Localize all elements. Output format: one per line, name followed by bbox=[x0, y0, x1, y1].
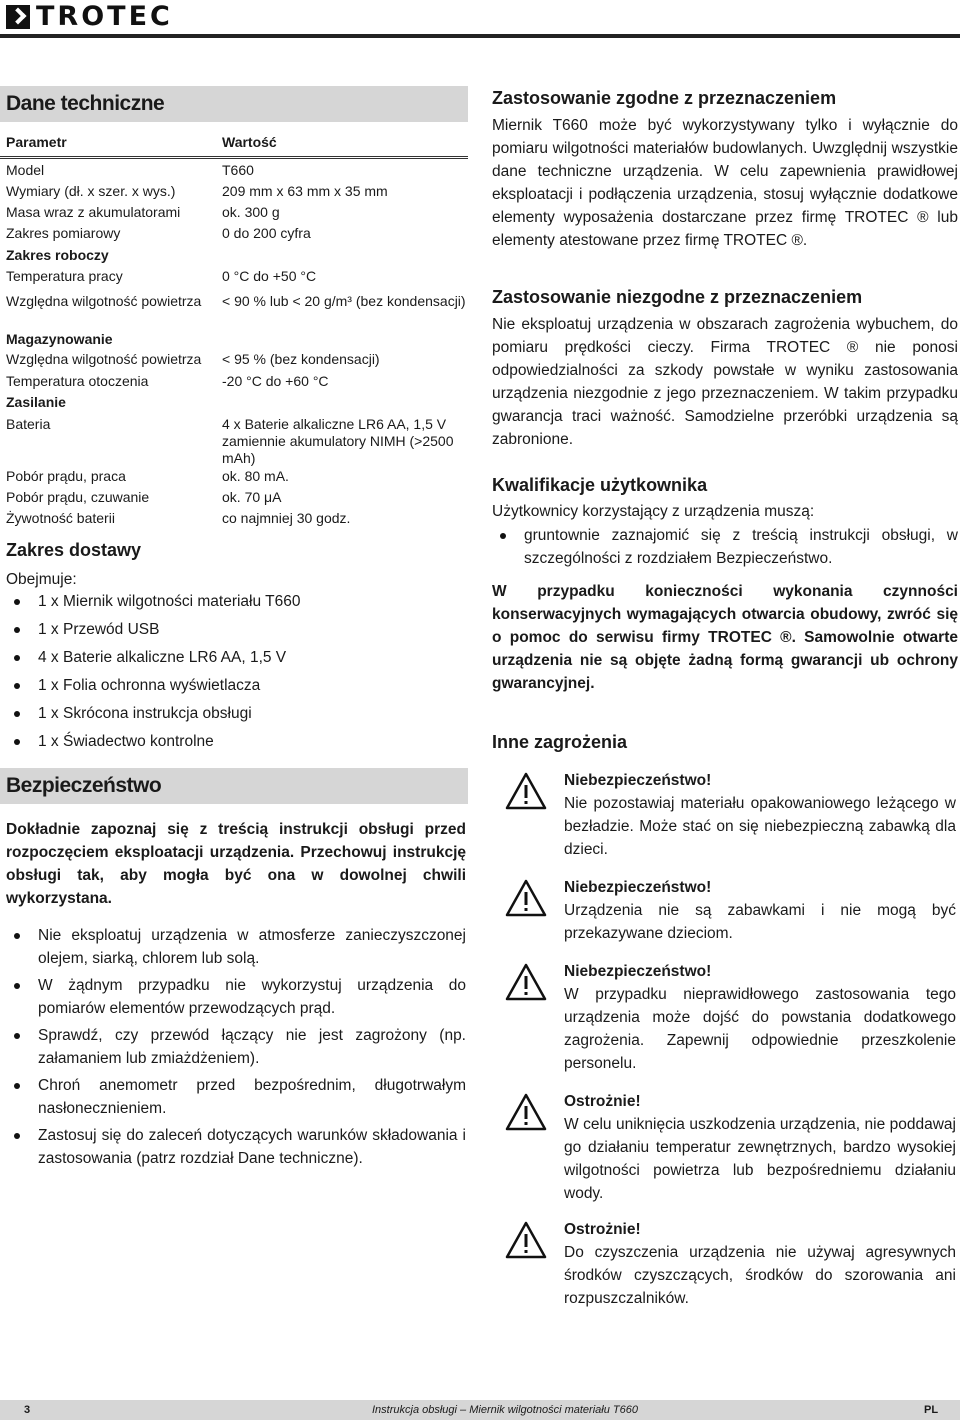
tech-title: Dane techniczne bbox=[6, 92, 165, 115]
hazard-text: W przypadku nieprawidłowego zastosowania tego urządzenia może dojść do powstania dodatkowego zagrożenia. Zapewnij odpowiednie przeszkolenie personelu. bbox=[564, 986, 956, 1072]
list-item: 1 x Przewód USB bbox=[6, 618, 466, 641]
value-cell: < 90 % lub < 20 g/m³ (bez kondensacji) bbox=[222, 293, 466, 309]
header-rule bbox=[0, 34, 960, 38]
safety-list bbox=[6, 924, 466, 1170]
footer-language: PL bbox=[924, 1404, 939, 1416]
hazard-item bbox=[492, 1090, 958, 1205]
safety-title: Bezpieczeństwo bbox=[6, 774, 162, 797]
list-item: 1 x Skrócona instrukcja obsługi bbox=[6, 702, 466, 725]
param-cell: Pobór prądu, praca bbox=[6, 468, 126, 484]
table-rule bbox=[0, 158, 468, 159]
delivery-list bbox=[6, 590, 466, 753]
list-item: Sprawdź, czy przewód łączący nie jest zagrożony (np. załamaniem lub zmiażdżeniem). bbox=[6, 1024, 466, 1070]
page-number: 3 bbox=[24, 1404, 31, 1416]
table-rule bbox=[0, 156, 468, 157]
list-item: W żądnym przypadku nie wykorzystuj urządzenia do pomiarów elementów przewodzących prąd. bbox=[6, 974, 466, 1020]
value-cell: 209 mm x 63 mm x 35 mm bbox=[222, 183, 388, 199]
list-item: Zastosuj się do zaleceń dotyczących warunków składowania i zastosowania (patrz rozdział Dane techniczne). bbox=[6, 1124, 466, 1170]
param-cell: Temperatura pracy bbox=[6, 268, 123, 284]
group-cell: Zakres roboczy bbox=[6, 247, 109, 263]
hazards-title: Inne zagrożenia bbox=[492, 732, 628, 752]
delivery-title: Zakres dostawy bbox=[6, 540, 142, 560]
hazard-title: Niebezpieczeństwo! bbox=[564, 963, 712, 980]
param-cell: Względna wilgotność powietrza bbox=[6, 293, 202, 309]
improper-title: Zastosowanie niezgodne z przeznaczeniem bbox=[492, 287, 863, 307]
list-item: 1 x Miernik wilgotności materiału T660 bbox=[6, 590, 466, 613]
safety-intro: Dokładnie zapoznaj się z treścią instrukcji obsługi przed rozpoczęciem eksploatacji urządzenia. Przechowuj instrukcję obsługi tak, aby mogła być ona w dowolnej chwili wykorzystana. bbox=[6, 821, 466, 907]
chevron-logo-icon bbox=[6, 5, 30, 29]
qualification-title: Kwalifikacje użytkownika bbox=[492, 475, 708, 495]
hazard-text: Do czyszczenia urządzenia nie używaj agresywnych środków czyszczących, środków do szorowania ani rozpuszczalników. bbox=[564, 1244, 956, 1307]
value-cell: 4 x Baterie alkaliczne LR6 AA, 1,5 V zamiennie akumulatory NIMH (>2500 mAh) bbox=[222, 416, 454, 466]
col-value-header: Wartość bbox=[222, 134, 277, 150]
footer-doc-title: Instrukcja obsługi – Miernik wilgotności materiału T660 bbox=[372, 1404, 638, 1416]
value-cell: T660 bbox=[222, 162, 254, 178]
value-cell: ok. 300 g bbox=[222, 204, 280, 220]
warning-triangle-icon bbox=[504, 962, 548, 1002]
warning-triangle-icon bbox=[504, 771, 548, 811]
value-cell: 0 °C do +50 °C bbox=[222, 268, 317, 284]
value-cell: co najmniej 30 godz. bbox=[222, 510, 351, 526]
list-item: 1 x Folia ochronna wyświetlacza bbox=[6, 674, 466, 697]
hazard-item bbox=[492, 960, 958, 1075]
safety-title-bar bbox=[0, 768, 468, 804]
improper-body: Nie eksploatuj urządzenia w obszarach zagrożenia wybuchem, do pomiaru prędkości cieczy. Firma TROTEC ® nie ponosi odpowiedzialności za szkody powstałe w wyniku zastosowania urządzenia niezgodnie z jego przeznaczeniem. W takim przypadku gwarancja traci ważność. Samodzielne przeróbki urządzenia są zabronione. bbox=[492, 316, 958, 448]
list-item: Nie eksploatuj urządzenia w atmosferze zanieczyszczonej olejem, siarką, chlorem lub solą. bbox=[6, 924, 466, 970]
group-cell: Magazynowanie bbox=[6, 331, 113, 347]
param-cell: Względna wilgotność powietrza bbox=[6, 351, 202, 367]
col-param-header: Parametr bbox=[6, 134, 67, 150]
value-cell: ok. 70 μA bbox=[222, 489, 282, 505]
value-cell: < 95 % (bez kondensacji) bbox=[222, 351, 380, 367]
param-cell: Masa wraz z akumulatorami bbox=[6, 204, 181, 220]
delivery-intro: Obejmuje: bbox=[6, 571, 77, 588]
warning-triangle-icon bbox=[504, 1220, 548, 1260]
hazard-title: Ostrożnie! bbox=[564, 1093, 641, 1110]
param-cell: Pobór prądu, czuwanie bbox=[6, 489, 150, 505]
value-cell: 0 do 200 cyfra bbox=[222, 225, 311, 241]
page-footer bbox=[0, 1400, 960, 1420]
list-item: 1 x Świadectwo kontrolne bbox=[6, 730, 466, 753]
group-cell: Zasilanie bbox=[6, 394, 66, 410]
tech-title-bar bbox=[0, 86, 468, 122]
intended-title: Zastosowanie zgodne z przeznaczeniem bbox=[492, 88, 837, 108]
trotec-logo bbox=[6, 1, 173, 32]
warning-triangle-icon bbox=[504, 1092, 548, 1132]
brand-wordmark: TROTEC bbox=[36, 1, 173, 32]
param-cell: Zakres pomiarowy bbox=[6, 225, 121, 241]
list-item: gruntownie zaznajomić się z treścią instrukcji obsługi, w szczególności z rozdziałem Bezpieczeństwo. bbox=[492, 524, 958, 570]
hazard-item bbox=[492, 876, 958, 946]
qualification-notice: W przypadku konieczności wykonania czynności konserwacyjnych wymagających otwarcia obudowy, zwróć się o pomoc do serwisu firmy TROTEC ®. Samowolnie otwarte urządzenia nie są objęte żadną formą gwarancji ub ochrony gwarancyjnej. bbox=[492, 583, 958, 692]
hazard-text: W celu uniknięcia uszkodzenia urządzenia, nie poddawaj go działaniu temperatur zewnętrznych, bardzo wysokiej wilgotności powietrza lub bezpośredniemu działaniu wody. bbox=[564, 1116, 956, 1202]
warning-triangle-icon bbox=[504, 878, 548, 918]
intended-body: Miernik T660 może być wykorzystywany tylko i wyłącznie do pomiaru wilgotności materiałów budowlanych. Uwzględnij wszystkie dane techniczne urządzenia. W celu zapewnienia prawidłowej eksploatacji i podłączenia urządzenia, stosuj wyłącznie dodatkowe elementy wyposażenia dostarczane przez firmę TROTEC ® lub elementy atestowane przez firmę TROTEC ®. bbox=[492, 117, 958, 249]
param-cell: Model bbox=[6, 162, 45, 178]
hazard-item bbox=[492, 769, 958, 861]
hazard-title: Niebezpieczeństwo! bbox=[564, 879, 712, 896]
qualification-list bbox=[492, 524, 958, 570]
qualification-intro: Użytkownicy korzystający z urządzenia muszą: bbox=[492, 503, 815, 520]
hazard-text: Nie pozostawiaj materiału opakowaniowego leżącego w bezładzie. Może stać on się niebezpieczną zabawką dla dzieci. bbox=[564, 795, 956, 858]
hazard-item bbox=[492, 1218, 958, 1310]
param-cell: Temperatura otoczenia bbox=[6, 373, 149, 389]
list-item: Chroń anemometr przed bezpośrednim, długotrwałym nasłonecznieniem. bbox=[6, 1074, 466, 1120]
list-item: 4 x Baterie alkaliczne LR6 AA, 1,5 V bbox=[6, 646, 466, 669]
hazard-title: Niebezpieczeństwo! bbox=[564, 772, 712, 789]
value-cell: -20 °C do +60 °C bbox=[222, 373, 329, 389]
param-cell: Wymiary (dł. x szer. x wys.) bbox=[6, 183, 176, 199]
hazard-text: Urządzenia nie są zabawkami i nie mogą być przekazywane dzieciom. bbox=[564, 902, 956, 942]
hazard-title: Ostrożnie! bbox=[564, 1221, 641, 1238]
param-cell: Bateria bbox=[6, 416, 51, 432]
value-cell: ok. 80 mA. bbox=[222, 468, 289, 484]
param-cell: Żywotność baterii bbox=[6, 510, 115, 526]
